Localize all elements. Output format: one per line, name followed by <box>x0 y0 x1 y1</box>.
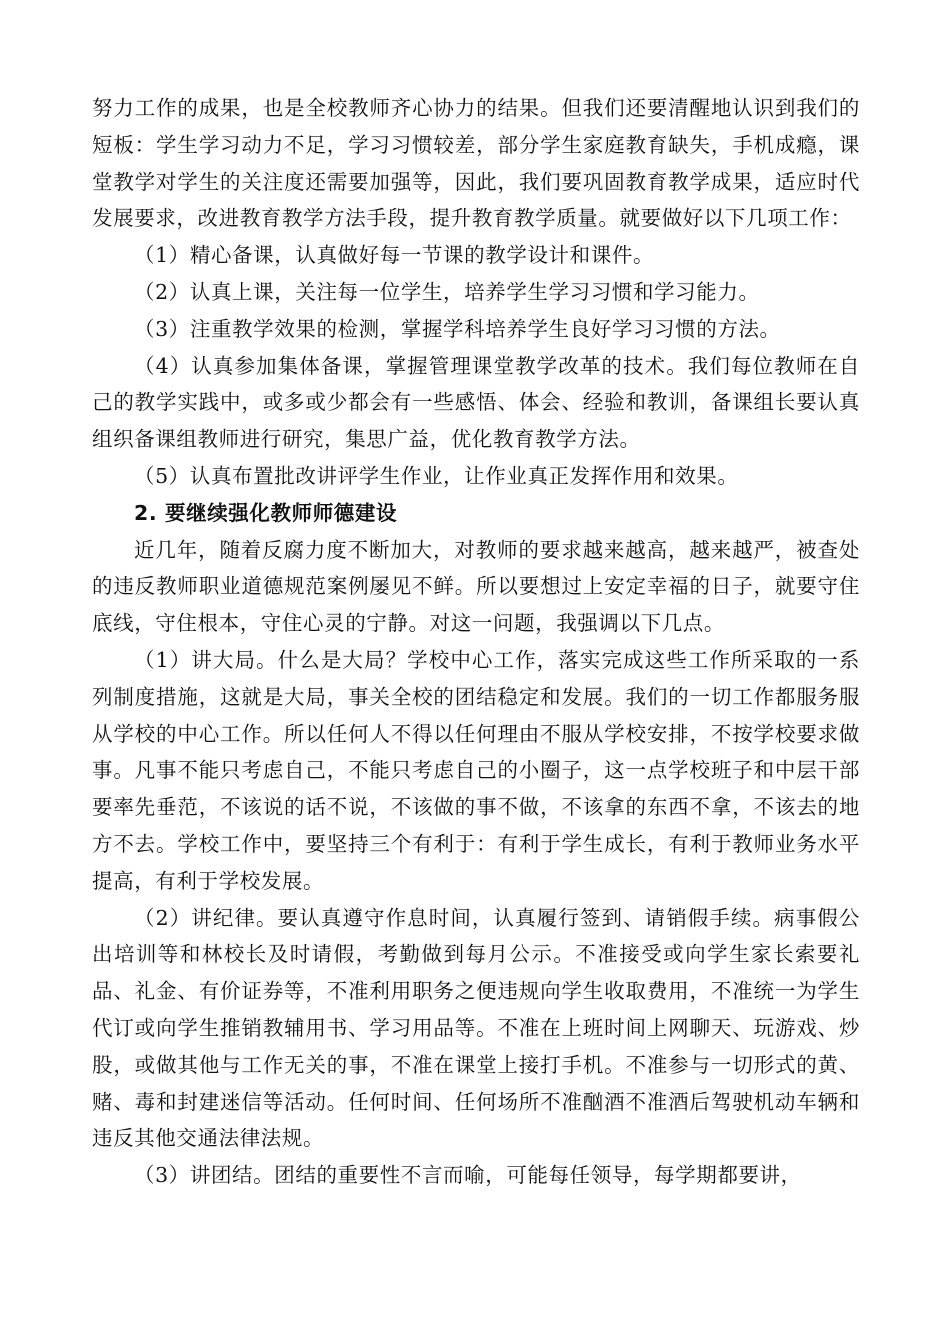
document-page <box>92 90 860 1194</box>
list-item: （4）认真参加集体备课，掌握管理课堂教学改革的技术。我们每位教师在自己的教学实践中，或多或少都会有一些感悟、体会、经验和教训，备课组长要认真组织备课组教师进行研究，集思广益，优化教育教学方法。 <box>92 353 860 452</box>
list-item: （3）讲团结。团结的重要性不言而喻，可能每任领导，每学期都要讲， <box>134 1163 802 1188</box>
list-item: （5）认真布置批改讲评学生作业，让作业真正发挥作用和效果。 <box>134 463 739 488</box>
list-item: （1）精心备课，认真做好每一节课的教学设计和课件。 <box>134 243 655 268</box>
list-item: （2）讲纪律。要认真遵守作息时间，认真履行签到、请销假手续。病事假公出培训等和林校长及时请假，考勤做到每月公示。不准接受或向学生家长索要礼品、礼金、有价证券等，不准利用职务之便违规向学生收取费用，不准统一为学生代订或向学生推销教辅用书、学习用品等。不准在上班时间上网聊天、玩游戏、炒股，或做其他与工作无关的事，不准在课堂上接打手机。不准参与一切形式的黄、赌、毒和封建迷信等活动。任何时间、任何场所不准酗酒不准酒后驾驶机动车辆和违反其他交通法律法规。 <box>92 905 860 1151</box>
list-item: （1）讲大局。什么是大局？学校中心工作，落实完成这些工作所采取的一系列制度措施，这就是大局，事关全校的团结稳定和发展。我们的一切工作都服务服从学校的中心工作。所以任何人不得以任何理由不服从学校安排，不按学校要求做事。凡事不能只考虑自己，不能只考虑自己的小圈子，这一点学校班子和中层干部要率先垂范，不该说的话不说，不该做的事不做，不该拿的东西不拿，不该去的地方不去。学校工作中，要坚持三个有利于：有利于学生成长，有利于教师业务水平提高，有利于学校发展。 <box>92 647 860 893</box>
list-item: （3）注重教学效果的检测，掌握学科培养学生良好学习习惯的方法。 <box>134 316 781 341</box>
section-heading: 2. 要继续强化教师师德建设 <box>134 500 398 525</box>
list-item: （2）认真上课，关注每一位学生，培养学生学习习惯和学习能力。 <box>134 279 760 304</box>
body-paragraph: 努力工作的成果，也是全校教师齐心协力的结果。但我们还要清醒地认识到我们的短板：学生学习动力不足，学习习惯较差，部分学生家庭教育缺失，手机成瘾，课堂教学对学生的关注度还需要加强等，因此，我们要巩固教育教学成果，适应时代发展要求，改进教育教学方法手段，提升教育教学质量。就要做好以下几项工作： <box>92 96 860 231</box>
body-paragraph: 近几年，随着反腐力度不断加大，对教师的要求越来越高，越来越严，被查处的违反教师职业道德规范案例屡见不鲜。所以要想过上安定幸福的日子，就要守住底线，守住根本，守住心灵的宁静。对这一问题，我强调以下几点。 <box>92 537 860 636</box>
